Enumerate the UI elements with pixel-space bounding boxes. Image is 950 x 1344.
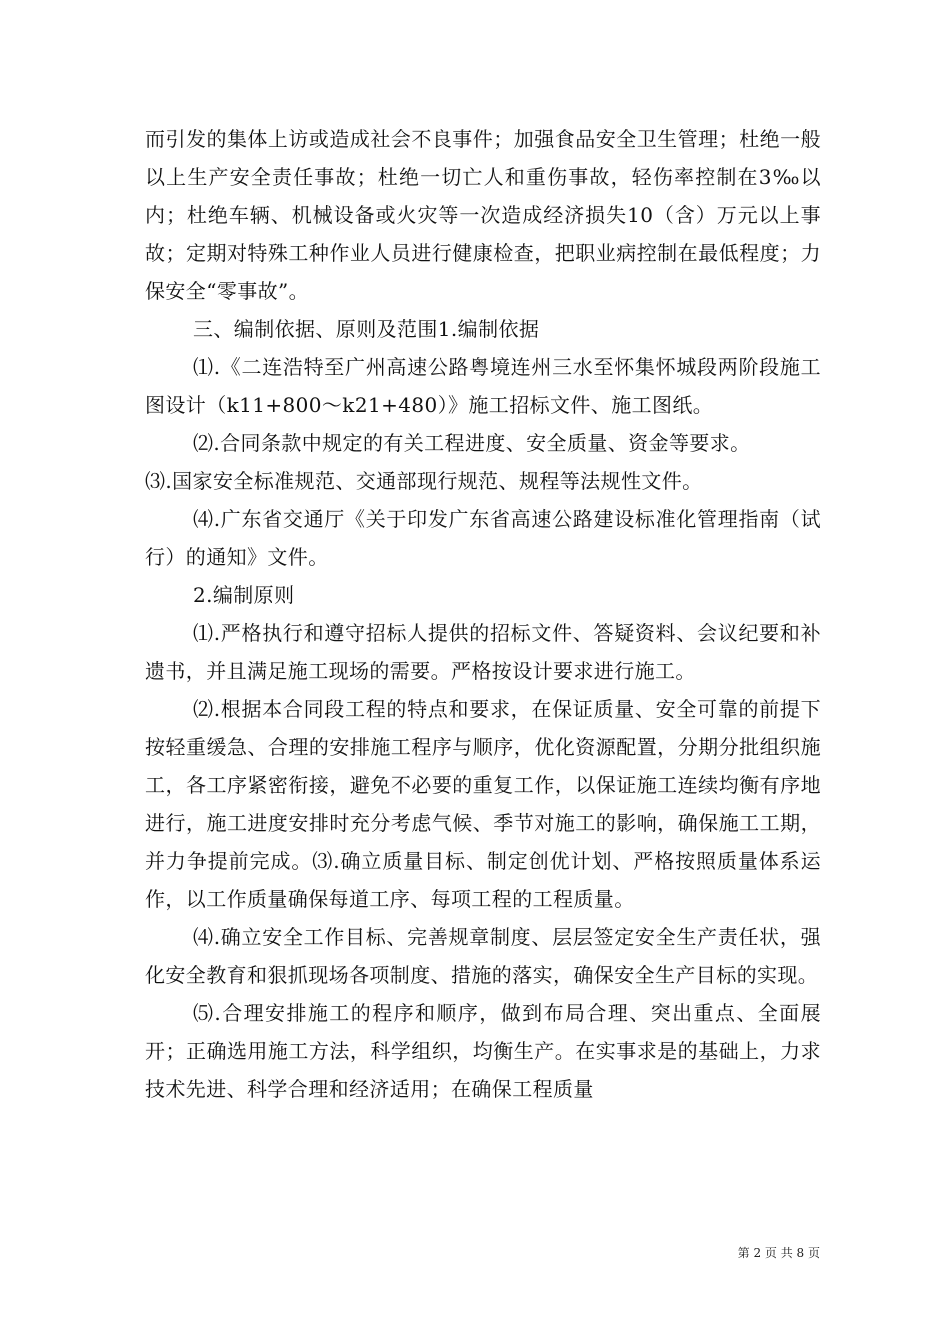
paragraph: ⑵.根据本合同段工程的特点和要求，在保证质量、安全可靠的前提下按轻重缓急、合理的安排施工程序与顺序，优化资源配置，分期分批组织施工，各工序紧密衔接，避免不必要的重复工作，以保证施工连续均衡有序地进行，施工进度安排时充分考虑气候、季节对施工的影响，确保施工工期，并力争提前完成。⑶.确立质量目标、制定创优计划、严格按照质量体系运作，以工作质量确保每道工序、每项工程的工程质量。 [145,697,821,911]
paragraph: ⑶.国家安全标准规范、交通部现行规范、规程等法规性文件。 [145,469,703,493]
paragraph: 而引发的集体上访或造成社会不良事件；加强食品安全卫生管理；杜绝一般以上生产安全责任事故；杜绝一切亡人和重伤事故，轻伤率控制在3‰以内；杜绝车辆、机械设备或火灾等一次造成经济损失10（含）万元以上事故；定期对特殊工种作业人员进行健康检查，把职业病控制在最低程度；力保安全“零事故”。 [145,127,821,303]
paragraph: ⑷.广东省交通厅《关于印发广东省高速公路建设标准化管理指南（试行）的通知》文件。 [145,507,821,569]
paragraph: ⑸.合理安排施工的程序和顺序，做到布局合理、突出重点、全面展开；正确选用施工方法，科学组织，均衡生产。在实事求是的基础上，力求技术先进、科学合理和经济适用；在确保工程质量 [145,1001,821,1101]
paragraph: ⑷.确立安全工作目标、完善规章制度、层层签定安全生产责任状，强化安全教育和狠抓现场各项制度、措施的落实，确保安全生产目标的实现。 [145,925,821,987]
subsection-heading: 2.编制原则 [193,583,295,607]
paragraph: ⑴.严格执行和遵守招标人提供的招标文件、答疑资料、会议纪要和补遗书，并且满足施工现场的需要。严格按设计要求进行施工。 [145,621,821,683]
page-number-footer: 第 2 页 共 8 页 [737,1246,820,1260]
paragraph: ⑵.合同条款中规定的有关工程进度、安全质量、资金等要求。 [193,431,751,455]
document-body [145,120,821,1108]
section-heading: 三、编制依据、原则及范围1.编制依据 [193,317,540,341]
paragraph: ⑴.《二连浩特至广州高速公路粤境连州三水至怀集怀城段两阶段施工图设计（k11+800～k21+480）》施工招标文件、施工图纸。 [145,355,821,417]
